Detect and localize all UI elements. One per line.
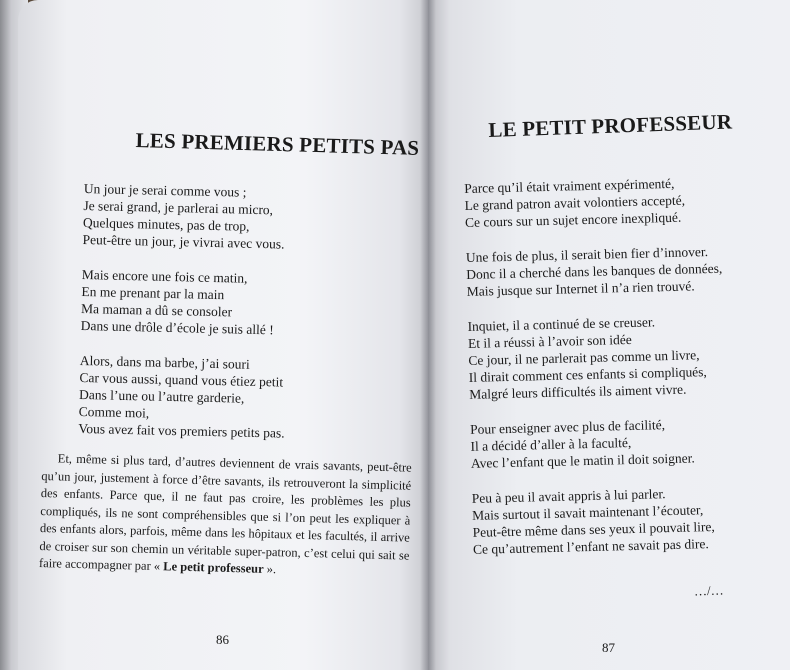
poem-line: En me prenant par la main — [81, 283, 225, 303]
poem-line: Mais surtout il savait maintenant l’écouter, — [472, 502, 704, 523]
poem-line: Dans une drôle d’école je suis allé ! — [80, 317, 274, 338]
prose-paragraph — [39, 450, 412, 582]
poem-line: Une fois de plus, il serait bien fier d’innover. — [465, 244, 709, 265]
prose-text: Et, même si plus tard, d’autres deviennent de vrais savants, peut-être qu’un jour, justement à force d’être savants, ils retrouveront la simplicité des enfants. Parce que, il ne faut pas croire, les problèmes les plus compliqués, ils ne sont compréhensibles que si l’on peut les expliquer à des enfants alors, parfois, même dans les hôpitaux et les facultés, il arrive de croiser sur son chemin un véritable super-patron, c’est celui qui sait se faire accompagner par « — [38, 451, 412, 574]
poem-line: Parce qu’il était vraiment expérimenté, — [464, 175, 675, 196]
poem-stanza — [470, 415, 727, 472]
book-gutter — [420, 0, 436, 670]
right-poem — [464, 174, 730, 576]
poem-line: Comme moi, — [78, 403, 150, 421]
poem-line: Mais jusque sur Internet il n’a rien trouvé. — [466, 278, 695, 299]
poem-line: Ce jour, il ne parlerait pas comme un livre, — [468, 347, 700, 368]
poem-line: Vous avez fait vos premiers petits pas. — [78, 420, 285, 441]
poem-line: Malgré leurs difficultés ils aiment vivre. — [469, 381, 687, 402]
poem-line: Et il a réussi à l’avoir son idée — [467, 331, 632, 351]
poem-stanza — [82, 180, 290, 253]
page-number-right: 87 — [602, 640, 615, 655]
poem-stanza — [81, 266, 289, 339]
poem-stanza — [472, 484, 730, 558]
poem-line: Ma maman a dû se consoler — [80, 300, 233, 320]
prose-end: ». — [263, 561, 277, 577]
poem-line: Ce qu’autrement l’enfant ne savait pas dire. — [472, 536, 709, 557]
poem-stanza — [467, 312, 725, 403]
poem-line: Mais encore une fois ce matin, — [81, 266, 248, 286]
poem-line: Quelques minutes, pas de trop, — [82, 214, 250, 234]
poem-line: Il dirait comment ces enfants si compliqués, — [468, 364, 708, 385]
poem-line: Pour enseigner avec plus de facilité, — [469, 417, 666, 437]
poem-stanza — [78, 352, 286, 442]
prose-bold-title: Le petit professeur — [163, 559, 264, 576]
poem-line: Peut-être un jour, je vivrai avec vous. — [82, 231, 285, 252]
poem-line: Un jour je serai comme vous ; — [83, 180, 247, 200]
right-page-title: LE PETIT PROFESSEUR — [488, 109, 733, 142]
poem-stanza — [466, 243, 723, 300]
poem-stanza — [464, 174, 721, 231]
poem-line: Avec l’enfant que le matin il doit soigner. — [470, 450, 695, 471]
poem-line: Le grand patron avait volontiers accepté, — [464, 192, 686, 213]
poem-line: Peu à peu il avait appris à lui parler. — [471, 486, 666, 506]
poem-line: Ce cours sur un sujet encore inexpliqué. — [464, 209, 682, 230]
poem-line: Alors, dans ma barbe, j’ai souri — [79, 352, 250, 372]
poem-line: Inquiet, il a continué de se creuser. — [467, 314, 656, 334]
poem-line: Donc il a cherché dans les banques de données, — [466, 260, 723, 282]
right-page — [428, 0, 790, 670]
poem-line: Il a décidé d’aller à la faculté, — [470, 434, 632, 454]
left-page — [18, 0, 428, 670]
poem-line: Car vous aussi, quand vous étiez petit — [79, 369, 284, 390]
poem-line: Je serai grand, je parlerai au micro, — [83, 197, 274, 218]
poem-line: Peut-être même dans ses yeux il pouvait lire, — [472, 518, 715, 540]
page-number-left: 86 — [216, 632, 229, 647]
left-poem — [78, 180, 291, 460]
continuation-mark: …/… — [693, 582, 724, 599]
left-page-title: LES PREMIERS PETITS PAS — [135, 128, 420, 160]
poem-line: Dans l’une ou l’autre garderie, — [78, 386, 245, 406]
